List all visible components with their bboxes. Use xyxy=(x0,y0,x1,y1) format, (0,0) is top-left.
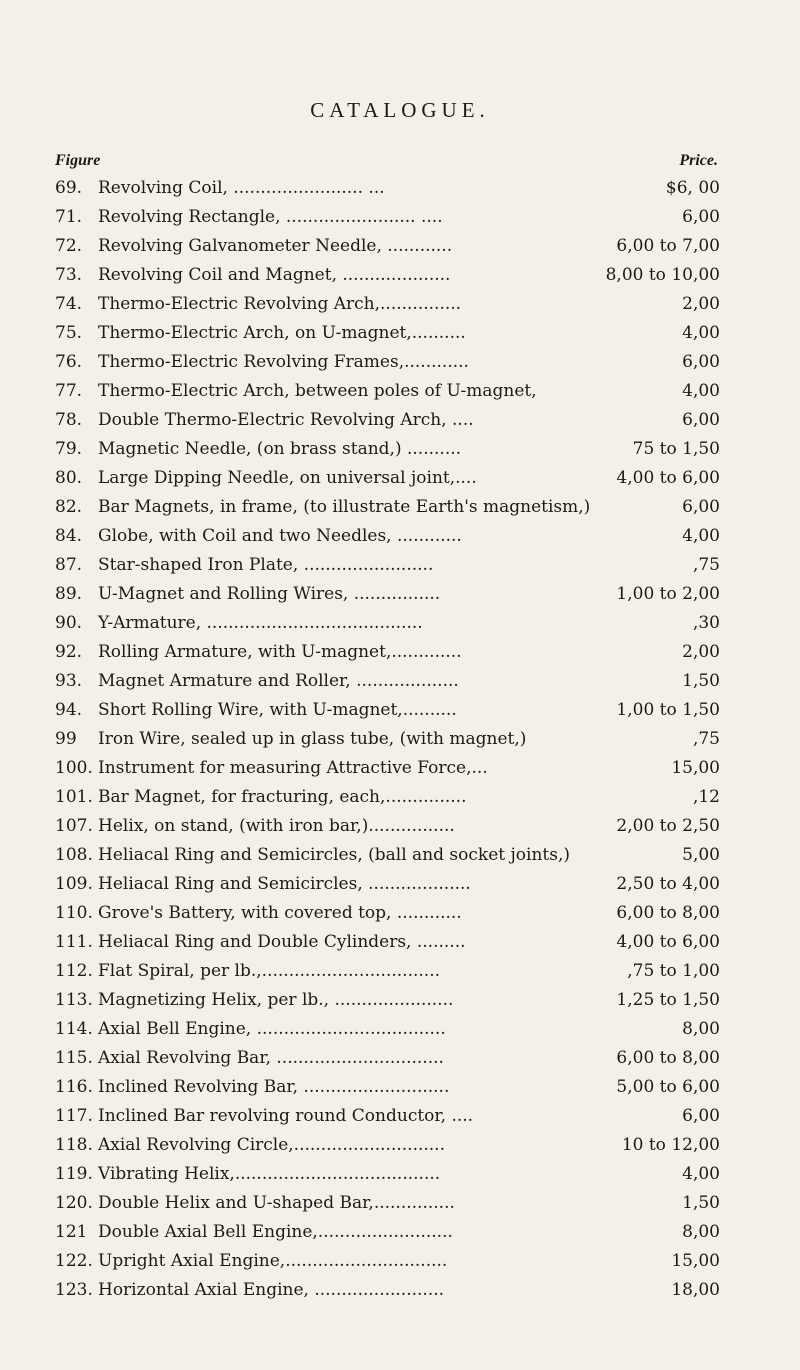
item-description: Heliacal Ring and Semicircles, ................... xyxy=(98,874,471,894)
figure-number: 77. xyxy=(55,381,83,401)
item-price: 5,00 xyxy=(682,845,720,865)
item-description: Bar Magnet, for fracturing, each,............... xyxy=(98,787,467,807)
figure-number: 100. xyxy=(55,758,93,778)
item-description: Magnetic Needle, (on brass stand,) .......... xyxy=(98,439,462,459)
item-price: 4,00 xyxy=(682,1164,720,1184)
catalogue-entry xyxy=(55,1247,720,1276)
catalogue-entry xyxy=(55,986,720,1015)
catalogue-entry xyxy=(55,435,720,464)
item-description: Bar Magnets, in frame, (to illustrate Earth's magnetism,) xyxy=(98,497,591,517)
item-price: 6,00 xyxy=(682,497,720,517)
item-description: Heliacal Ring and Semicircles, (ball and socket joints,) xyxy=(98,845,570,865)
item-description: Short Rolling Wire, with U-magnet,.......... xyxy=(98,700,457,720)
item-price: 4,00 to 6,00 xyxy=(616,932,720,952)
item-description: U-Magnet and Rolling Wires, ................ xyxy=(98,584,441,604)
catalogue-entry xyxy=(55,812,720,841)
item-price: ,75 to 1,00 xyxy=(627,961,720,981)
catalogue-entry xyxy=(55,1189,720,1218)
item-price: 6,00 to 8,00 xyxy=(616,1048,720,1068)
item-price: 75 to 1,50 xyxy=(632,439,720,459)
item-price: $6, 00 xyxy=(665,178,720,198)
item-price: 4,00 to 6,00 xyxy=(616,468,720,488)
catalogue-entry xyxy=(55,203,720,232)
item-description: Thermo-Electric Arch, on U-magnet,.......... xyxy=(98,323,466,343)
item-price: ,30 xyxy=(692,613,720,633)
figure-number: 71. xyxy=(55,207,83,227)
item-price: 6,00 xyxy=(682,207,720,227)
figure-number: 107. xyxy=(55,816,93,836)
catalogue-entry xyxy=(55,522,720,551)
figure-number: 123. xyxy=(55,1280,93,1300)
catalogue-entry xyxy=(55,174,720,203)
item-description: Double Axial Bell Engine,......................... xyxy=(98,1222,453,1242)
catalogue-entry xyxy=(55,1044,720,1073)
item-description: Double Thermo-Electric Revolving Arch, .... xyxy=(98,410,474,430)
catalogue-entry xyxy=(55,551,720,580)
catalogue-entry xyxy=(55,1276,720,1305)
item-price: 6,00 xyxy=(682,352,720,372)
price-column-header: Price. xyxy=(679,152,718,169)
item-description: Inclined Bar revolving round Conductor, .... xyxy=(98,1106,474,1126)
catalogue-entry xyxy=(55,1102,720,1131)
item-price: 1,50 xyxy=(682,1193,720,1213)
item-price: 2,00 xyxy=(682,642,720,662)
figure-number: 117. xyxy=(55,1106,93,1126)
item-price: 18,00 xyxy=(671,1280,720,1300)
item-price: ,12 xyxy=(692,787,720,807)
catalogue-entry xyxy=(55,319,720,348)
item-price: 4,00 xyxy=(682,526,720,546)
item-price: 1,00 to 1,50 xyxy=(616,700,720,720)
item-price: 2,00 xyxy=(682,294,720,314)
catalogue-entry xyxy=(55,609,720,638)
figure-number: 75. xyxy=(55,323,83,343)
figure-number: 121 xyxy=(55,1222,88,1242)
catalogue-entry xyxy=(55,348,720,377)
figure-number: 109. xyxy=(55,874,93,894)
item-price: 1,00 to 2,00 xyxy=(616,584,720,604)
catalogue-entry xyxy=(55,957,720,986)
catalogue-entry xyxy=(55,841,720,870)
item-price: 6,00 xyxy=(682,410,720,430)
figure-number: 76. xyxy=(55,352,83,372)
catalogue-entry xyxy=(55,580,720,609)
figure-number: 116. xyxy=(55,1077,93,1097)
item-price: 5,00 to 6,00 xyxy=(616,1077,720,1097)
catalogue-entry xyxy=(55,406,720,435)
item-description: Globe, with Coil and two Needles, ............ xyxy=(98,526,462,546)
figure-number: 94. xyxy=(55,700,83,720)
item-price: ,75 xyxy=(692,729,720,749)
item-description: Large Dipping Needle, on universal joint,.... xyxy=(98,468,477,488)
item-description: Flat Spiral, per lb.,................................. xyxy=(98,961,441,981)
item-price: 1,50 xyxy=(682,671,720,691)
item-description: Double Helix and U-shaped Bar,............... xyxy=(98,1193,455,1213)
figure-column-header: Figure xyxy=(55,152,101,169)
catalogue-entry xyxy=(55,493,720,522)
catalogue-entry xyxy=(55,899,720,928)
catalogue-entry xyxy=(55,725,720,754)
figure-number: 80. xyxy=(55,468,83,488)
figure-number: 69. xyxy=(55,178,83,198)
item-description: Heliacal Ring and Double Cylinders, ......... xyxy=(98,932,466,952)
item-description: Horizontal Axial Engine, ........................ xyxy=(98,1280,445,1300)
item-description: Revolving Rectangle, ........................ .... xyxy=(98,207,443,227)
figure-number: 84. xyxy=(55,526,83,546)
figure-number: 101. xyxy=(55,787,93,807)
item-price: 8,00 xyxy=(682,1019,720,1039)
catalogue-entry xyxy=(55,754,720,783)
figure-number: 112. xyxy=(55,961,93,981)
figure-number: 72. xyxy=(55,236,83,256)
item-price: ,75 xyxy=(692,555,720,575)
item-description: Magnet Armature and Roller, ................... xyxy=(98,671,459,691)
figure-number: 73. xyxy=(55,265,83,285)
figure-number: 122. xyxy=(55,1251,93,1271)
item-price: 4,00 xyxy=(682,381,720,401)
catalogue-entry xyxy=(55,783,720,812)
item-description: Instrument for measuring Attractive Force,... xyxy=(98,758,488,778)
catalogue-entry xyxy=(55,261,720,290)
item-price: 2,50 to 4,00 xyxy=(616,874,720,894)
catalogue-entry xyxy=(55,377,720,406)
item-description: Vibrating Helix,...................................... xyxy=(98,1164,441,1184)
item-description: Thermo-Electric Revolving Arch,............... xyxy=(98,294,462,314)
figure-number: 110. xyxy=(55,903,93,923)
item-description: Thermo-Electric Revolving Frames,............ xyxy=(98,352,469,372)
catalogue-entries xyxy=(55,174,720,1305)
item-price: 10 to 12,00 xyxy=(621,1135,720,1155)
item-description: Upright Axial Engine,.............................. xyxy=(98,1251,448,1271)
catalogue-entry xyxy=(55,1218,720,1247)
item-description: Revolving Galvanometer Needle, ............ xyxy=(98,236,453,256)
figure-number: 74. xyxy=(55,294,83,314)
item-price: 1,25 to 1,50 xyxy=(616,990,720,1010)
figure-number: 111. xyxy=(55,932,93,952)
catalogue-entry xyxy=(55,1015,720,1044)
figure-number: 78. xyxy=(55,410,83,430)
figure-number: 108. xyxy=(55,845,93,865)
item-description: Helix, on stand, (with iron bar,)................ xyxy=(98,816,455,836)
figure-number: 113. xyxy=(55,990,93,1010)
figure-number: 79. xyxy=(55,439,83,459)
item-description: Magnetizing Helix, per lb., ...................... xyxy=(98,990,454,1010)
catalogue-entry xyxy=(55,667,720,696)
figure-number: 90. xyxy=(55,613,83,633)
item-description: Y-Armature, ........................................ xyxy=(98,613,423,633)
item-description: Rolling Armature, with U-magnet,............. xyxy=(98,642,462,662)
item-description: Axial Revolving Bar, ............................... xyxy=(98,1048,444,1068)
item-description: Inclined Revolving Bar, ........................... xyxy=(98,1077,450,1097)
item-price: 6,00 xyxy=(682,1106,720,1126)
item-description: Revolving Coil and Magnet, .................... xyxy=(98,265,451,285)
item-description: Grove's Battery, with covered top, ............ xyxy=(98,903,462,923)
catalogue-entry xyxy=(55,1160,720,1189)
figure-number: 89. xyxy=(55,584,83,604)
item-price: 6,00 to 7,00 xyxy=(616,236,720,256)
item-price: 15,00 xyxy=(671,758,720,778)
figure-number: 92. xyxy=(55,642,83,662)
item-description: Thermo-Electric Arch, between poles of U-magnet, xyxy=(98,381,537,401)
item-description: Axial Revolving Circle,............................ xyxy=(98,1135,445,1155)
item-description: Star-shaped Iron Plate, ........................ xyxy=(98,555,434,575)
figure-number: 87. xyxy=(55,555,83,575)
catalogue-entry xyxy=(55,464,720,493)
item-price: 15,00 xyxy=(671,1251,720,1271)
item-price: 8,00 to 10,00 xyxy=(605,265,720,285)
catalogue-entry xyxy=(55,696,720,725)
figure-number: 82. xyxy=(55,497,83,517)
figure-number: 99 xyxy=(55,729,77,749)
catalogue-entry xyxy=(55,638,720,667)
item-price: 6,00 to 8,00 xyxy=(616,903,720,923)
item-price: 2,00 to 2,50 xyxy=(616,816,720,836)
item-description: Revolving Coil, ........................ ... xyxy=(98,178,385,198)
catalogue-entry xyxy=(55,1073,720,1102)
catalogue-entry xyxy=(55,232,720,261)
figure-number: 114. xyxy=(55,1019,93,1039)
figure-number: 115. xyxy=(55,1048,93,1068)
catalogue-entry xyxy=(55,1131,720,1160)
figure-number: 119. xyxy=(55,1164,93,1184)
catalogue-entry xyxy=(55,928,720,957)
figure-number: 120. xyxy=(55,1193,93,1213)
item-price: 8,00 xyxy=(682,1222,720,1242)
figure-number: 93. xyxy=(55,671,83,691)
item-price: 4,00 xyxy=(682,323,720,343)
figure-number: 118. xyxy=(55,1135,93,1155)
item-description: Iron Wire, sealed up in glass tube, (with magnet,) xyxy=(98,729,527,749)
catalogue-entry xyxy=(55,290,720,319)
item-description: Axial Bell Engine, ................................... xyxy=(98,1019,446,1039)
catalogue-entry xyxy=(55,870,720,899)
page-title: CATALOGUE. xyxy=(310,98,490,122)
